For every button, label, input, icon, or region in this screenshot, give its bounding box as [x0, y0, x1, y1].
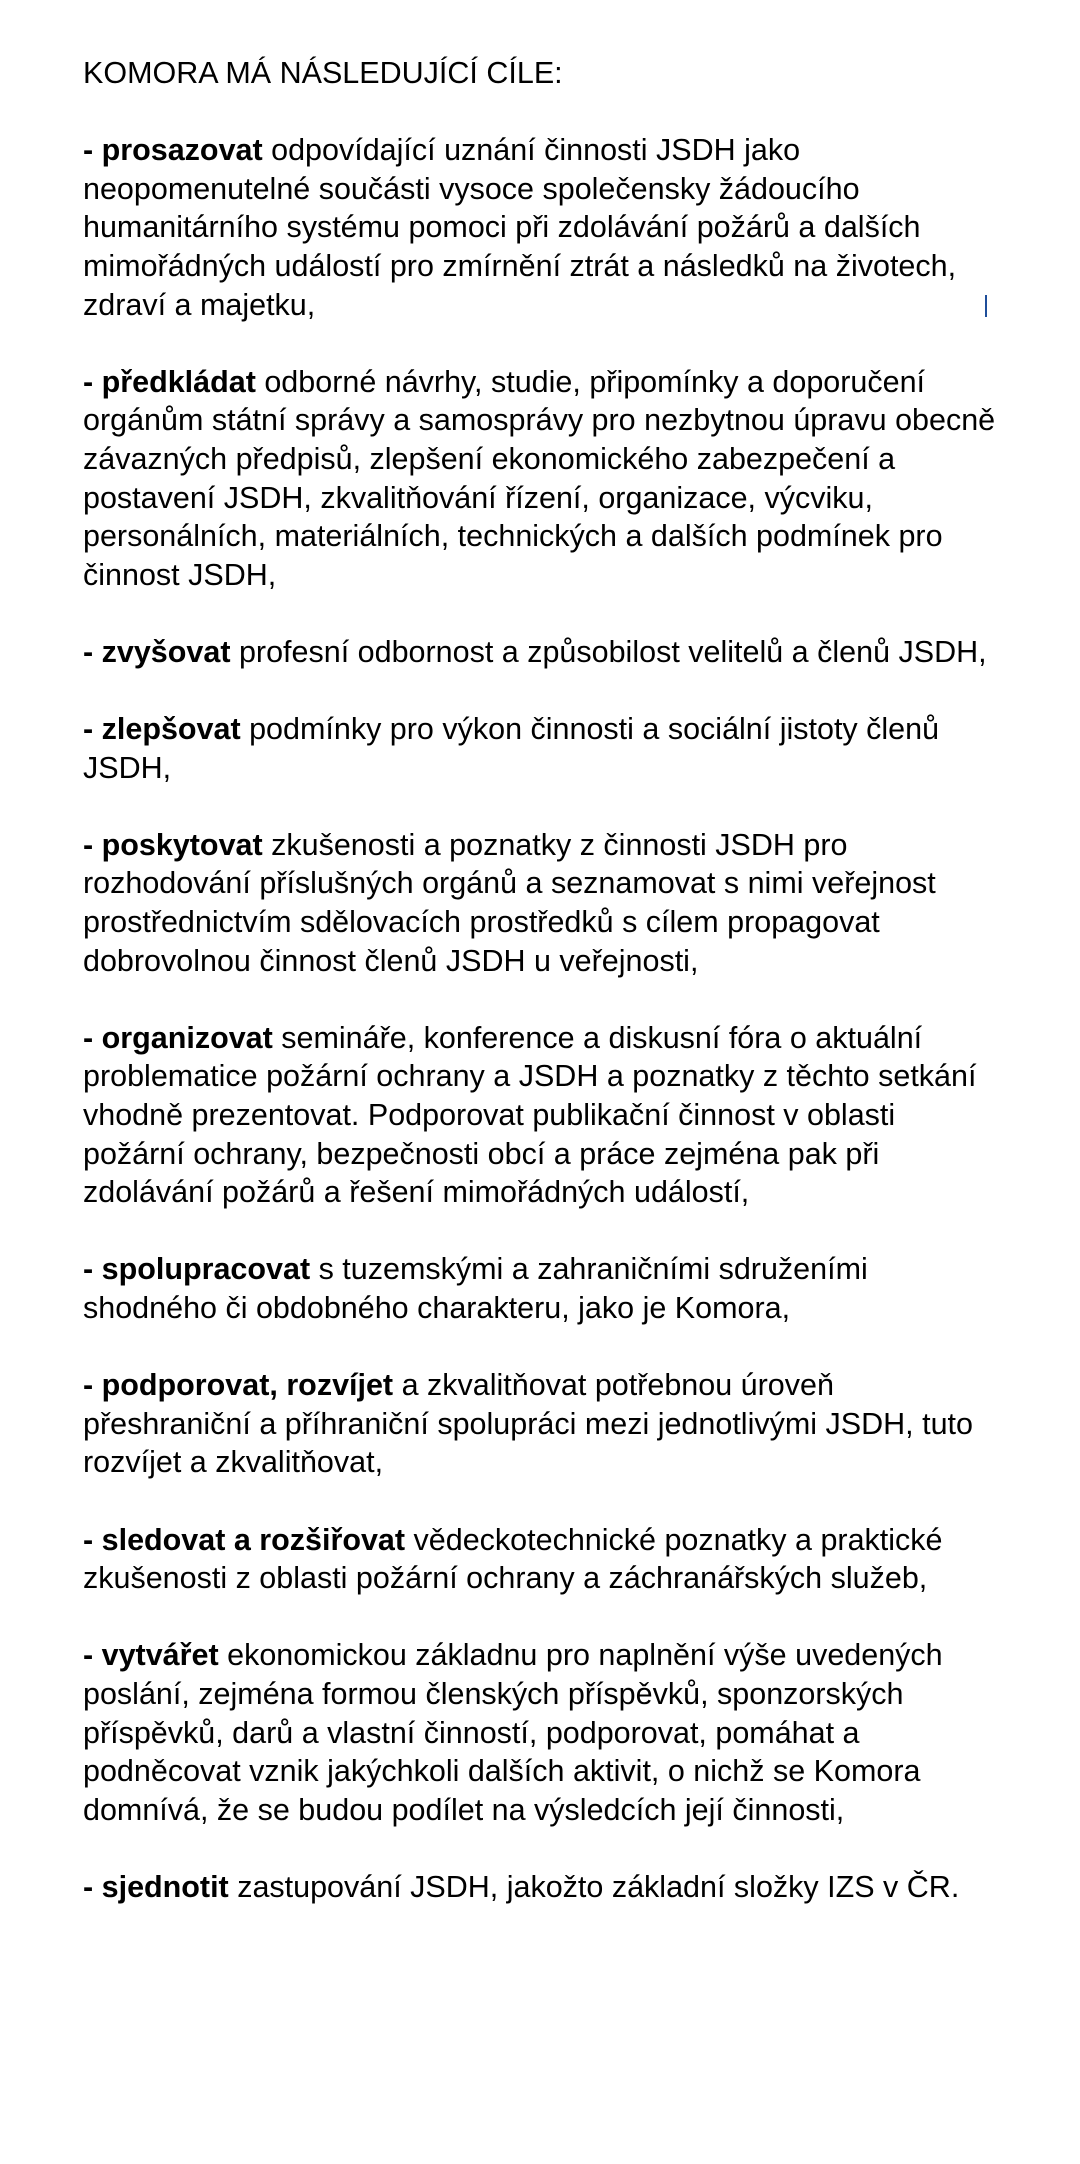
- goal-text: ekonomickou základnu pro naplnění výše uvedených poslání, zejména formou členských příspěvků, sponzorských příspěvků, darů a vlastní činností, podporovat, pomáhat a podněcovat vznik jakýchkoli dalších aktivit, o nichž se Komora domnívá, že se budou podílet na výsledcích její činnosti,: [83, 1638, 943, 1827]
- goal-item: [83, 1521, 1003, 1598]
- goal-lead: - prosazovat: [83, 133, 263, 168]
- document-heading: KOMORA MÁ NÁSLEDUJÍCÍ CÍLE:: [83, 56, 563, 90]
- goal-lead: - spolupracovat: [83, 1252, 311, 1287]
- goal-lead: - podporovat, rozvíjet: [83, 1368, 394, 1403]
- goal-text: zkušenosti a poznatky z činnosti JSDH pro rozhodování příslušných orgánů a seznamovat s nimi veřejnost prostřednictvím sdělovacích prostředků s cílem propagovat dobrovolnou činnost členů JSDH u veřejnosti,: [83, 827, 936, 978]
- goal-lead: - předkládat: [83, 364, 256, 399]
- document-page: [83, 54, 1003, 1945]
- goal-text: odborné návrhy, studie, připomínky a doporučení orgánům státní správy a samosprávy pro nezbytnou úpravu obecně závazných předpisů, zlepšení ekonomického zabezpečení a postavení JSDH, zkvalitňování řízení, organizace, výcviku, personálních, materiálních, technických a dalších podmínek pro činnost JSDH,: [83, 364, 996, 592]
- goal-lead: - organizovat: [83, 1020, 273, 1055]
- goal-item: [83, 131, 1003, 324]
- goal-text: podmínky pro výkon činnosti a sociální jistoty členů JSDH,: [83, 712, 940, 785]
- goal-lead: - sjednotit: [83, 1869, 229, 1904]
- goal-lead: - poskytovat: [83, 827, 263, 862]
- goal-lead: - sledovat a rozšiřovat: [83, 1522, 406, 1557]
- goal-text: semináře, konference a diskusní fóra o aktuální problematice požární ochrany a JSDH a poznatky z těchto setkání vhodně prezentovat. Podporovat publikační činnost v oblasti požární ochrany, bezpečnosti obcí a práce zejména pak při zdolávání požárů a řešení mimořádných událostí,: [83, 1020, 977, 1210]
- goal-lead: - zlepšovat: [83, 712, 241, 747]
- goal-text: a zkvalitňovat potřebnou úroveň přeshraniční a příhraniční spolupráci mezi jednotlivými JSDH, tuto rozvíjet a zkvalitňovat,: [83, 1368, 973, 1480]
- goal-text: odpovídající uznání činnosti JSDH jako neopomenutelné součásti vysoce společensky žádoucího humanitárního systému pomoci při zdolávání požárů a dalších mimořádných událostí pro zmírnění ztrát a následků na životech, zdraví a majetku,: [83, 133, 957, 322]
- goal-text: profesní odbornost a způsobilost velitelů a členů JSDH,: [230, 634, 987, 669]
- goal-lead: - vytvářet: [83, 1638, 219, 1673]
- goal-item: [83, 1250, 1003, 1327]
- goal-item: [83, 710, 1003, 787]
- goal-lead: - zvyšovat: [83, 634, 231, 669]
- goal-item: [83, 1636, 1003, 1829]
- text-cursor-mark: [985, 295, 987, 317]
- goal-text: s tuzemskými a zahraničními sdruženími shodného či obdobného charakteru, jako je Komora,: [83, 1252, 868, 1325]
- goal-text: vědeckotechnické poznatky a praktické zkušenosti z oblasti požární ochrany a záchranářských služeb,: [83, 1522, 943, 1596]
- goal-item: [83, 633, 1003, 672]
- goal-item: [83, 1366, 1003, 1482]
- goal-item: [83, 1019, 1003, 1212]
- goal-item: [83, 1868, 1003, 1907]
- goal-item: [83, 826, 1003, 980]
- goal-item: [83, 363, 1003, 595]
- goal-text: zastupování JSDH, jakožto základní složky IZS v ČR.: [228, 1869, 960, 1904]
